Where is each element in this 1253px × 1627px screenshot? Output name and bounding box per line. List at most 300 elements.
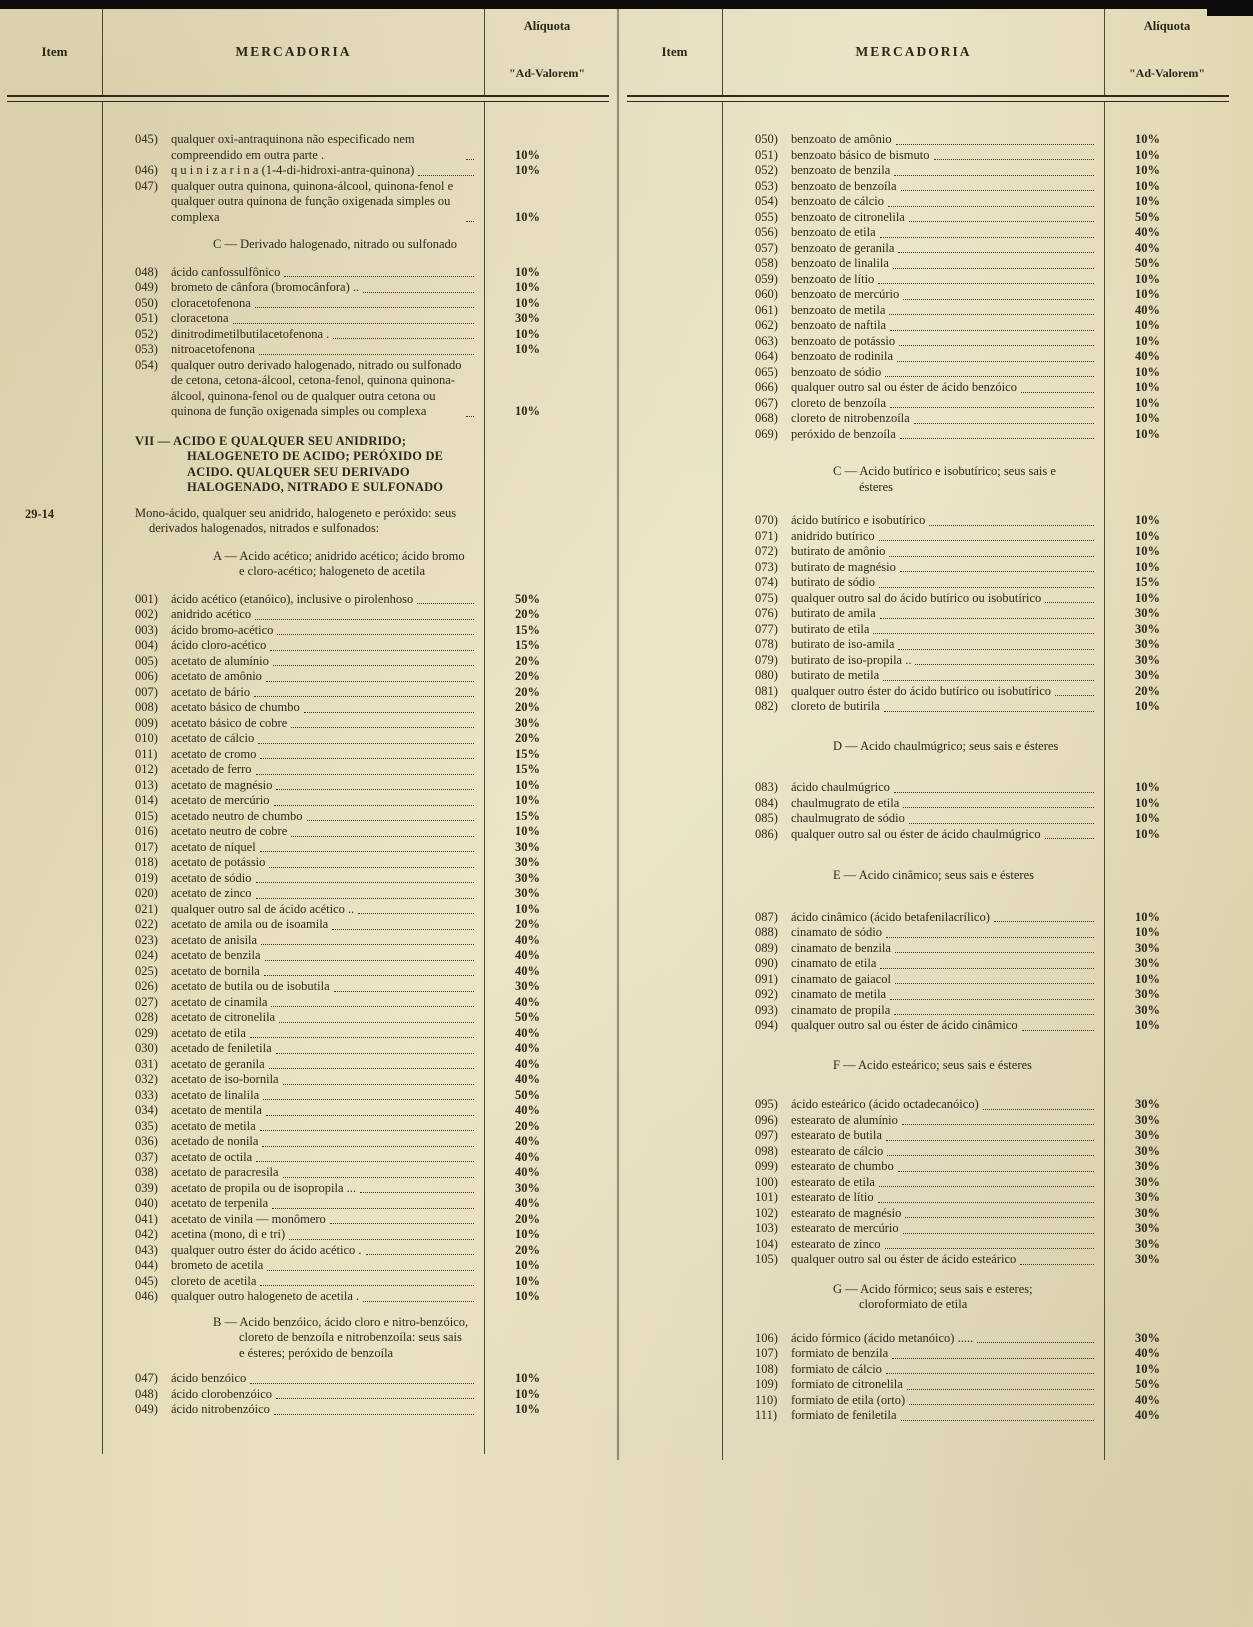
entry-number: 023) [135,932,158,947]
table-row [627,1034,1229,1058]
aliquota-value: 40% [1135,240,1160,255]
dot-leader [266,681,474,682]
aliquota-value: 10% [1135,333,1160,348]
mercadoria-cell [723,1313,1105,1331]
aliquota-value: 10% [1135,528,1160,543]
aliquota-value: 40% [1135,1408,1160,1422]
aliquota-value: 10% [1135,826,1160,841]
item-gutter-cell [627,842,723,868]
aliquota-cell [1105,560,1229,576]
entry-label: benzoato de geranila [791,240,895,255]
table-row [627,941,1229,957]
table-row [627,1058,1229,1074]
entry-label: acetato de potássio [171,855,266,869]
header-double-rule [627,95,1229,102]
mercadoria-cell [723,1393,1105,1409]
aliquota-cell [485,342,609,358]
top-black-bar [0,0,1253,9]
entry-label: qualquer outro sal ou éster de ácido chaulmúgrico [791,826,1041,841]
section-heading: G — Acido fórmico; seus sais e esteres; cloroformiato de etila [833,1281,1033,1311]
table-row [627,148,1229,164]
aliquota-value: 10% [1135,364,1160,379]
mercadoria-cell [723,427,1105,443]
table-row [627,1252,1229,1268]
item-gutter-cell [7,506,103,537]
table-row [7,225,609,237]
mercadoria-cell [723,739,1105,755]
aliquota-cell [485,1072,609,1088]
dot-leader [894,792,1094,793]
section-heading: A — Acido acético; anidrido acético; ácido bromo e cloro-acético; halogeneto de acetila [213,548,465,578]
dot-leader [909,823,1094,824]
aliquota-cell [1105,684,1229,700]
section-heading: F — Acido esteárico; seus sais e ésteres [833,1057,1032,1072]
aliquota-value: 10% [1135,1018,1160,1032]
item-gutter-cell [627,1144,723,1160]
table-row [627,427,1229,443]
entry-number: 012) [135,762,158,776]
aliquota-cell [1105,637,1229,653]
entry-number: 062) [755,318,778,332]
aliquota-value: 15% [515,746,540,761]
item-gutter-cell [7,1150,103,1166]
entry-number: 010) [135,731,158,745]
table-row [627,210,1229,226]
aliquota-value: 30% [515,1180,540,1195]
chapter-heading: VII — ACIDO E QUALQUER SEU ANIDRIDO; HALOGENETO DE ACIDO; PERÓXIDO DE ACIDO. QUALQUER SEU DERIVADO HALOGENADO, NITRADO E SULFONADO [135,433,444,494]
aliquota-cell [1105,318,1229,334]
table-row [7,1212,609,1228]
table-row [627,827,1229,843]
item-gutter-cell [627,1408,723,1424]
aliquota-cell [1105,256,1229,272]
aliquota-value: 20% [1135,683,1160,698]
aliquota-cell [1105,272,1229,288]
aliquota-cell [485,1289,609,1305]
entry-label: estearato de chumbo [791,1159,894,1173]
aliquota-value: 30% [1135,987,1160,1001]
entry-number: 017) [135,839,158,854]
item-gutter-cell [627,987,723,1003]
entry-number: 049) [135,1402,158,1416]
entry-label: butirato de etila [791,621,870,636]
aliquota-cell [485,731,609,747]
item-gutter-cell [627,941,723,957]
entry-number: 053) [755,178,778,193]
entry-number: 058) [755,256,778,270]
aliquota-value: 30% [1135,1159,1160,1173]
mercadoria-cell [103,793,485,809]
aliquota-cell [485,549,609,580]
aliquota-cell [1105,241,1229,257]
item-gutter-cell [7,1026,103,1042]
mercadoria-cell [103,607,485,623]
item-gutter-cell [7,1305,103,1315]
header-mercadoria-cell [723,9,1105,95]
mercadoria-cell [723,1097,1105,1113]
dot-leader [276,1053,474,1054]
table-row [627,287,1229,303]
aliquota-cell [1105,1268,1229,1282]
entry-label: formiato de feniletila [791,1408,897,1422]
mercadoria-cell [723,225,1105,241]
aliquota-cell [485,917,609,933]
entry-label: butirato de amila [791,606,876,620]
entry-label: cloreto de butirila [791,699,880,713]
dot-leader [283,1177,474,1178]
entry-label: cloracetona [171,311,229,325]
aliquota-cell [485,434,609,496]
aliquota-value: 30% [1135,956,1160,970]
entry-number: 046) [135,163,158,177]
dot-leader [886,937,1094,938]
entry-label: ácido butírico e isobutírico [791,513,926,527]
entry-label: acetato de cromo [171,746,257,761]
mercadoria-cell [103,1258,485,1274]
dot-leader [915,664,1094,665]
entry-number: 016) [135,824,158,838]
item-gutter-cell [7,265,103,281]
aliquota-value: 10% [1135,147,1160,162]
mercadoria-cell [723,560,1105,576]
entry-label: acetato de propila ou de isopropila ... [171,1180,357,1195]
aliquota-cell [485,1387,609,1403]
mercadoria-cell [103,1041,485,1057]
mercadoria-cell [103,1361,485,1371]
entry-label: cinamato de propila [791,1002,891,1017]
entry-label: acetato de butila ou de isobutila [171,979,330,993]
item-gutter-cell [627,241,723,257]
item-gutter-cell [7,638,103,654]
table-row [627,884,1229,910]
aliquota-value: 40% [515,963,540,978]
table-row [7,358,609,420]
aliquota-value: 10% [515,1289,540,1303]
entry-label: formiato de benzila [791,1346,889,1360]
entry-label: benzoato de potássio [791,333,896,348]
table-row [7,948,609,964]
aliquota-value: 10% [515,1402,540,1416]
mercadoria-cell [723,318,1105,334]
aliquota-value: 10% [515,280,540,294]
mercadoria-cell [723,1424,1105,1460]
table-row [7,1010,609,1026]
entry-label: benzoato de amônio [791,132,892,146]
table-row [7,496,609,506]
mercadoria-cell [103,1289,485,1305]
mercadoria-cell [723,715,1105,739]
entry-label: formiato de etila (orto) [791,1392,906,1407]
mercadoria-cell [103,342,485,358]
item-gutter-cell [7,731,103,747]
mercadoria-cell [723,606,1105,622]
aliquota-cell [1105,396,1229,412]
aliquota-value: 10% [515,1227,540,1241]
mercadoria-cell [723,668,1105,684]
aliquota-cell [1105,925,1229,941]
mercadoria-cell [723,256,1105,272]
item-gutter-cell [7,607,103,623]
aliquota-cell [485,948,609,964]
dot-leader [901,190,1094,191]
entry-number: 073) [755,559,778,574]
item-gutter-cell [7,979,103,995]
table-row [627,1408,1229,1424]
item-gutter-cell [627,699,723,715]
aliquota-value: 30% [1135,1097,1160,1111]
entry-label: qualquer outro halogeneto de acetila . [171,1289,360,1303]
mercadoria-cell [103,669,485,685]
entry-label: ácido chaulmúgrico [791,780,890,794]
dot-leader [260,851,474,852]
aliquota-cell [1105,1159,1229,1175]
item-gutter-cell [627,179,723,195]
entry-number: 005) [135,653,158,668]
item-gutter-cell [7,1072,103,1088]
entry-number: 085) [755,811,778,825]
entry-number: 061) [755,302,778,317]
aliquota-value: 10% [515,1273,540,1288]
aliquota-cell [485,237,609,253]
mercadoria-cell [723,827,1105,843]
aliquota-cell [1105,102,1229,132]
item-gutter-cell [7,225,103,237]
aliquota-value: 10% [515,777,540,792]
item-gutter-cell [627,1362,723,1378]
item-gutter-cell [7,1134,103,1150]
aliquota-cell [485,793,609,809]
dot-leader [283,1084,474,1085]
table-row [7,179,609,226]
item-gutter-cell [627,560,723,576]
aliquota-value: 10% [515,793,540,807]
aliquota-value: 20% [515,607,540,621]
dot-leader [880,237,1094,238]
dot-leader [256,1161,474,1162]
aliquota-value: 30% [1135,668,1160,682]
table-row [7,327,609,343]
aliquota-cell [485,716,609,732]
dot-leader [466,159,474,160]
entry-label: acetato básico de cobre [171,715,288,730]
entry-label: benzoato de naftila [791,318,887,332]
aliquota-value: 15% [1135,575,1160,589]
aliquota-value: 20% [515,1211,540,1226]
dot-leader [886,1140,1094,1141]
item-gutter-cell [627,1331,723,1347]
table-row [627,1206,1229,1222]
mercadoria-cell [103,1418,485,1454]
entry-number: 045) [135,1273,158,1288]
entry-label: benzoato de citronelila [791,209,905,224]
aliquota-cell [485,1041,609,1057]
entry-number: 015) [135,808,158,823]
aliquota-cell [485,1057,609,1073]
table-row [7,886,609,902]
item-gutter-cell [627,427,723,443]
aliquota-cell [1105,1362,1229,1378]
aliquota-value: 40% [515,1041,540,1055]
aliquota-value: 40% [1135,1392,1160,1407]
aliquota-cell [1105,1034,1229,1058]
table-row [7,871,609,887]
aliquota-cell [485,253,609,265]
mercadoria-cell [723,1128,1105,1144]
dot-leader [977,1342,1094,1343]
table-row [7,1418,609,1454]
aliquota-value: 20% [515,731,540,745]
aliquota-cell [485,163,609,179]
mercadoria-cell [723,396,1105,412]
aliquota-value: 30% [1135,1128,1160,1142]
entry-number: 067) [755,395,778,410]
aliquota-cell [1105,334,1229,350]
mercadoria-cell [723,1252,1105,1268]
table-row [7,840,609,856]
item-gutter-cell [627,1206,723,1222]
aliquota-cell [1105,780,1229,796]
entry-label: formiato de citronelila [791,1377,903,1391]
mercadoria-cell [103,1165,485,1181]
aliquota-value: 40% [515,1134,540,1148]
item-gutter-cell [7,1181,103,1197]
mercadoria-cell [103,809,485,825]
entry-number: 087) [755,909,778,924]
mercadoria-cell [103,1371,485,1387]
dot-leader [909,221,1094,222]
entry-number: 048) [135,264,158,279]
mercadoria-cell [103,1103,485,1119]
mercadoria-cell [723,972,1105,988]
mercadoria-cell [723,1206,1105,1222]
dot-leader [902,1124,1094,1125]
aliquota-value: 30% [1135,1236,1160,1251]
item-gutter-cell [627,1393,723,1409]
entry-label: butirato de iso-propila .. [791,652,912,667]
dot-leader [884,711,1094,712]
aliquota-cell [1105,1282,1229,1313]
item-code: 29-14 [25,506,55,521]
table-row [627,715,1229,739]
table-row [627,334,1229,350]
mercadoria-cell [723,1221,1105,1237]
entry-number: 098) [755,1143,778,1158]
item-gutter-cell [627,464,723,495]
aliquota-cell [1105,411,1229,427]
dot-leader [898,1171,1094,1172]
table-row [627,987,1229,1003]
left-page-column [7,9,609,1460]
entry-label: butirato de sódio [791,575,876,589]
header-double-rule [7,95,609,102]
dot-leader [880,618,1094,619]
table-row [627,396,1229,412]
entry-label: peróxido de benzoíla [791,426,896,441]
dot-leader [269,867,474,868]
item-gutter-cell [7,716,103,732]
mercadoria-cell [103,265,485,281]
mercadoria-cell [723,1362,1105,1378]
mercadoria-cell [103,1387,485,1403]
aliquota-cell [485,871,609,887]
entry-label: acetato básico de chumbo [171,700,300,714]
mercadoria-cell [723,1018,1105,1034]
aliquota-value: 20% [515,1118,540,1133]
aliquota-cell [485,1196,609,1212]
entry-number: 110) [755,1392,778,1407]
entry-number: 037) [135,1149,158,1164]
aliquota-value: 30% [515,715,540,730]
item-gutter-cell [7,163,103,179]
table-row [7,1041,609,1057]
item-gutter-cell [627,287,723,303]
dot-leader [250,1037,474,1038]
entry-number: 095) [755,1097,778,1111]
table-row [7,1387,609,1403]
mercadoria-cell [103,580,485,592]
dot-leader [895,952,1094,953]
entry-number: 054) [755,194,778,208]
aliquota-value: 30% [1135,606,1160,620]
aliquota-cell [1105,956,1229,972]
mercadoria-cell [723,811,1105,827]
mercadoria-cell [723,842,1105,868]
entry-number: 070) [755,513,778,527]
item-gutter-cell [627,1073,723,1097]
entry-number: 089) [755,940,778,955]
table-row [627,256,1229,272]
table-row [627,684,1229,700]
mercadoria-cell [103,902,485,918]
mercadoria-cell [103,132,485,163]
entry-label: benzoato básico de bismuto [791,147,930,162]
item-gutter-cell [7,824,103,840]
entry-number: 065) [755,364,778,379]
entry-label: acetato de bário [171,684,251,699]
item-gutter-cell [627,653,723,669]
item-gutter-cell [627,1175,723,1191]
item-gutter-cell [627,380,723,396]
entry-number: 102) [755,1205,778,1220]
aliquota-cell [1105,1408,1229,1424]
item-gutter-cell [7,580,103,592]
aliquota-value: 15% [515,622,540,637]
item-gutter-cell [7,933,103,949]
item-gutter-cell [7,917,103,933]
aliquota-cell [1105,1206,1229,1222]
table-row [627,194,1229,210]
dot-leader [358,913,474,914]
table-row [627,442,1229,464]
entry-number: 030) [135,1041,158,1055]
table-row [7,1371,609,1387]
mercadoria-cell [103,311,485,327]
mercadoria-cell [723,194,1105,210]
aliquota-value: 40% [515,1056,540,1071]
mercadoria-cell [723,653,1105,669]
dot-leader [873,633,1094,634]
table-row [7,163,609,179]
mercadoria-cell [723,987,1105,1003]
aliquota-cell [1105,163,1229,179]
entry-number: 049) [135,280,158,294]
table-row [7,102,609,132]
mercadoria-cell [723,303,1105,319]
entry-label: acetato de zinco [171,886,252,900]
item-gutter-cell [627,442,723,464]
entry-number: 013) [135,777,158,792]
item-gutter-cell [627,1097,723,1113]
